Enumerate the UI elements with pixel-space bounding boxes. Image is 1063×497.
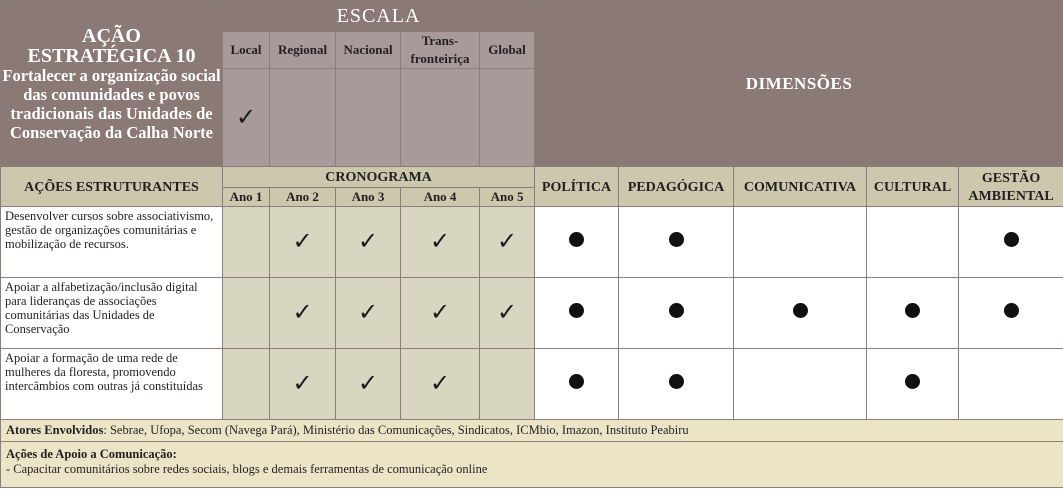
bullet-dot-icon xyxy=(569,374,584,389)
atores-label: Atores Envolvidos xyxy=(6,423,104,437)
apoio-text: - Capacitar comunitários sobre redes sociais, blogs e demais ferramentas de comunicação online xyxy=(6,462,488,476)
dimension-header-cultural xyxy=(867,167,959,207)
check-icon: ✓ xyxy=(496,229,518,255)
dimension-cell xyxy=(535,207,619,278)
year-label: Ano 4 xyxy=(423,189,457,204)
scale-label: Global xyxy=(488,42,526,57)
year-cell xyxy=(336,349,401,420)
check-icon: ✓ xyxy=(235,104,257,131)
bullet-dot-icon xyxy=(793,303,808,318)
cronograma-label: CRONOGRAMA xyxy=(325,170,432,185)
table-row xyxy=(1,349,1063,420)
action-text: Apoiar a formação de uma rede de mulheres da floresta, promovendo intercâmbios com outras já constituídas xyxy=(5,351,203,393)
scale-header-2 xyxy=(336,32,401,69)
check-icon: ✓ xyxy=(292,371,313,397)
scale-label: Regional xyxy=(277,42,328,57)
year-cell xyxy=(401,349,480,420)
year-header-5 xyxy=(480,188,535,207)
year-cell xyxy=(480,207,535,278)
check-icon: ✓ xyxy=(292,300,313,326)
dimension-cell xyxy=(734,278,867,349)
year-label: Ano 2 xyxy=(286,189,319,204)
scale-cell-3 xyxy=(401,69,480,167)
dimension-cell xyxy=(619,278,734,349)
table-row xyxy=(1,207,1063,278)
atores-envolvidos-row xyxy=(1,420,1063,442)
year-cell xyxy=(270,207,336,278)
dimension-cell xyxy=(535,349,619,420)
dimensoes-header xyxy=(535,1,1063,167)
year-cell xyxy=(270,349,336,420)
dimension-cell xyxy=(619,207,734,278)
dimension-cell xyxy=(959,207,1063,278)
dimension-header-pedagogica xyxy=(619,167,734,207)
year-label: Ano 5 xyxy=(490,189,524,204)
year-header-3 xyxy=(336,188,401,207)
atores-text: : Sebrae, Ufopa, Secom (Navega Pará), Ministério das Comunicações, Sindicatos, ICMbio, Imazon, Instituto Peabiru xyxy=(103,423,689,437)
dimension-cell xyxy=(867,349,959,420)
scale-label: Nacional xyxy=(343,42,393,57)
year-cell xyxy=(223,278,270,349)
scale-cell-0 xyxy=(223,69,270,167)
cronograma-header xyxy=(223,167,535,188)
action-text-cell xyxy=(1,207,223,278)
escala-header xyxy=(223,1,535,32)
action-text-cell xyxy=(1,278,223,349)
dimension-cell xyxy=(867,278,959,349)
scale-header-3 xyxy=(401,32,480,69)
year-cell xyxy=(480,349,535,420)
bullet-dot-icon xyxy=(905,303,920,318)
dimension-label-pedagogica: PEDAGÓGICA xyxy=(627,179,725,195)
scale-cell-4 xyxy=(480,69,535,167)
scale-label: Local xyxy=(230,42,262,57)
bullet-dot-icon xyxy=(569,232,584,247)
check-icon: ✓ xyxy=(429,371,451,397)
dimension-label-gestao-ambiental: GESTÃO AMBIENTAL xyxy=(968,170,1054,204)
bullet-dot-icon xyxy=(905,374,920,389)
year-label: Ano 1 xyxy=(229,189,263,204)
dimension-header-gestao-ambiental xyxy=(959,167,1063,207)
year-cell xyxy=(270,278,336,349)
dimension-cell xyxy=(959,349,1063,420)
dimension-cell xyxy=(867,207,959,278)
dimension-header-politica xyxy=(535,167,619,207)
action-rows xyxy=(1,207,1063,420)
check-icon: ✓ xyxy=(429,300,451,326)
year-cell xyxy=(223,349,270,420)
action-text: Apoiar a alfabetização/inclusão digital para lideranças de associações comunitárias das Unidades de Conservação xyxy=(5,280,198,336)
dimension-label-cultural: CULTURAL xyxy=(873,179,952,195)
apoio-label: Ações de Apoio a Comunicação: xyxy=(6,447,177,461)
scale-label: Trans- fronteiriça xyxy=(410,33,470,66)
dimension-cell xyxy=(959,278,1063,349)
check-icon: ✓ xyxy=(357,229,379,255)
bullet-dot-icon xyxy=(669,303,684,318)
dimension-label-comunicativa: COMUNICATIVA xyxy=(743,179,857,195)
bullet-dot-icon xyxy=(669,374,684,389)
year-cell xyxy=(336,278,401,349)
dimension-label-politica: POLÍTICA xyxy=(541,179,612,195)
year-cell xyxy=(401,207,480,278)
year-header-4 xyxy=(401,188,480,207)
scale-header-4 xyxy=(480,32,535,69)
year-cell xyxy=(223,207,270,278)
bullet-dot-icon xyxy=(1004,303,1019,318)
action-text: Desenvolver cursos sobre associativismo, gestão de organizações comunitárias e mobilização de recursos. xyxy=(5,209,214,251)
year-cell xyxy=(336,207,401,278)
dimensoes-title: DIMENSÕES xyxy=(745,73,853,93)
acoes-estruturantes-label: AÇÕES ESTRUTURANTES xyxy=(24,179,199,195)
acao-title-body: Fortalecer a organização social das comunidades e povos tradicionais das Unidades de Conservação da Calha Norte xyxy=(2,65,221,142)
check-icon: ✓ xyxy=(357,371,379,397)
dimension-cell xyxy=(734,207,867,278)
year-header-2 xyxy=(270,188,336,207)
acoes-apoio-row xyxy=(1,442,1063,488)
bullet-dot-icon xyxy=(1004,232,1019,247)
acao-estrategica-title xyxy=(1,26,222,142)
year-cell xyxy=(480,278,535,349)
check-icon: ✓ xyxy=(292,229,313,255)
year-label: Ano 3 xyxy=(351,189,385,204)
acao-title-line1: AÇÃO xyxy=(82,24,141,47)
bullet-dot-icon xyxy=(569,303,584,318)
acoes-estruturantes-header xyxy=(1,167,223,207)
dimension-cell xyxy=(619,349,734,420)
scale-cell-1 xyxy=(270,69,336,167)
bullet-dot-icon xyxy=(669,232,684,247)
check-icon: ✓ xyxy=(429,229,451,255)
dimension-cell xyxy=(535,278,619,349)
table-row xyxy=(1,278,1063,349)
year-cell xyxy=(401,278,480,349)
action-text-cell xyxy=(1,349,223,420)
scale-cell-2 xyxy=(336,69,401,167)
check-icon: ✓ xyxy=(357,300,379,326)
dimension-header-comunicativa xyxy=(734,167,867,207)
acao-estrategica-cell xyxy=(1,1,223,167)
year-header-1 xyxy=(223,188,270,207)
escala-title: ESCALA xyxy=(336,4,421,27)
scale-header-1 xyxy=(270,32,336,69)
dimension-cell xyxy=(734,349,867,420)
scale-header-0 xyxy=(223,32,270,69)
acao-title-line2: ESTRATÉGICA 10 xyxy=(27,44,196,67)
check-icon: ✓ xyxy=(496,300,518,326)
